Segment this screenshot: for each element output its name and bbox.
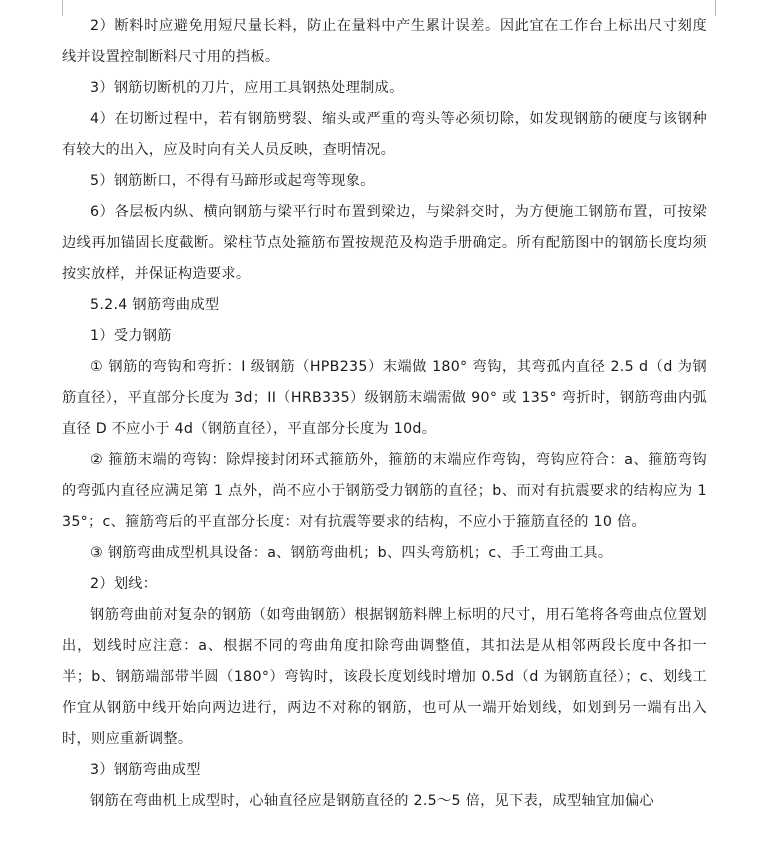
subheading-marking: 2）划线：	[90, 576, 158, 592]
paragraph-bending-equipment: ③ 钢筋弯曲成型机具设备：a、钢筋弯曲机；b、四头弯筋机；c、手工弯曲工具。	[90, 545, 613, 561]
paragraph-cutting-3: 3）钢筋切断机的刀片，应用工具钢热处理制成。	[90, 80, 404, 96]
section-heading-5-2-4: 5.2.4 钢筋弯曲成型	[90, 297, 220, 313]
paragraph-marking: 钢筋弯曲前对复杂的钢筋（如弯曲钢筋）根据钢筋料牌上标明的尺寸，用石笔将各弯曲点位置划出，划线时应注意：a、根据不同的弯曲角度扣除弯曲调整值，其扣法是从相邻两段长度中各扣一半；b、钢筋端部带半圆（180°）弯钩时，该段长度划线时增加 0.5d（d 为钢筋直径）；c、划线工作宜从钢筋中线开始向两边进行，两边不对称的钢筋，也可从一端开始划线，如划到另一端有出入时，则应重新调整。	[62, 607, 707, 747]
paragraph-cutting-5: 5）钢筋断口，不得有马蹄形或起弯等现象。	[90, 173, 375, 189]
subheading-stressed-rebar: 1）受力钢筋	[90, 328, 172, 344]
paragraph-mandrel: 钢筋在弯曲机上成型时，心轴直径应是钢筋直径的 2.5～5 倍，见下表，成型轴宜加偏心	[90, 793, 654, 809]
page-corner-right	[715, 0, 716, 16]
paragraph-stirrup-hooks: ② 箍筋末端的弯钩：除焊接封闭环式箍筋外，箍筋的末端应作弯钩，弯钩应符合：a、箍筋弯钩的弯弧内直径应满足第 1 点外，尚不应小于钢筋受力钢筋的直径；b、而对有抗震要求的结构应为 135°；c、箍筋弯后的平直部分长度：对有抗震等要求的结构，不应小于箍筋直径的 10 倍。	[62, 452, 707, 530]
paragraph-cutting-2: 2）断料时应避免用短尺量长料，防止在量料中产生累计误差。因此宜在工作台上标出尺寸刻度线并设置控制断料尺寸用的挡板。	[62, 18, 707, 65]
subheading-bending-forming: 3）钢筋弯曲成型	[90, 762, 201, 778]
document-body	[62, 11, 707, 817]
paragraph-cutting-6: 6）各层板内纵、横向钢筋与梁平行时布置到梁边，与梁斜交时，为方便施工钢筋布置，可按梁边线再加锚固长度截断。梁柱节点处箍筋布置按规范及构造手册确定。所有配筋图中的钢筋长度均须按实放样，并保证构造要求。	[62, 204, 707, 282]
paragraph-hooks-bends: ① 钢筋的弯钩和弯折：I 级钢筋（HPB235）末端做 180° 弯钩，其弯孤内直径 2.5 d（d 为钢筋直径），平直部分长度为 3d；II（HRB335）级钢筋末端需做 90° 或 135° 弯折时，钢筋弯曲内弧直径 D 不应小于 4d（钢筋直径），平直部分长度为 10d。	[62, 359, 707, 437]
paragraph-cutting-4: 4）在切断过程中，若有钢筋劈裂、缩头或严重的弯头等必须切除，如发现钢筋的硬度与该钢种有较大的出入，应及时向有关人员反映，查明情况。	[62, 111, 707, 158]
